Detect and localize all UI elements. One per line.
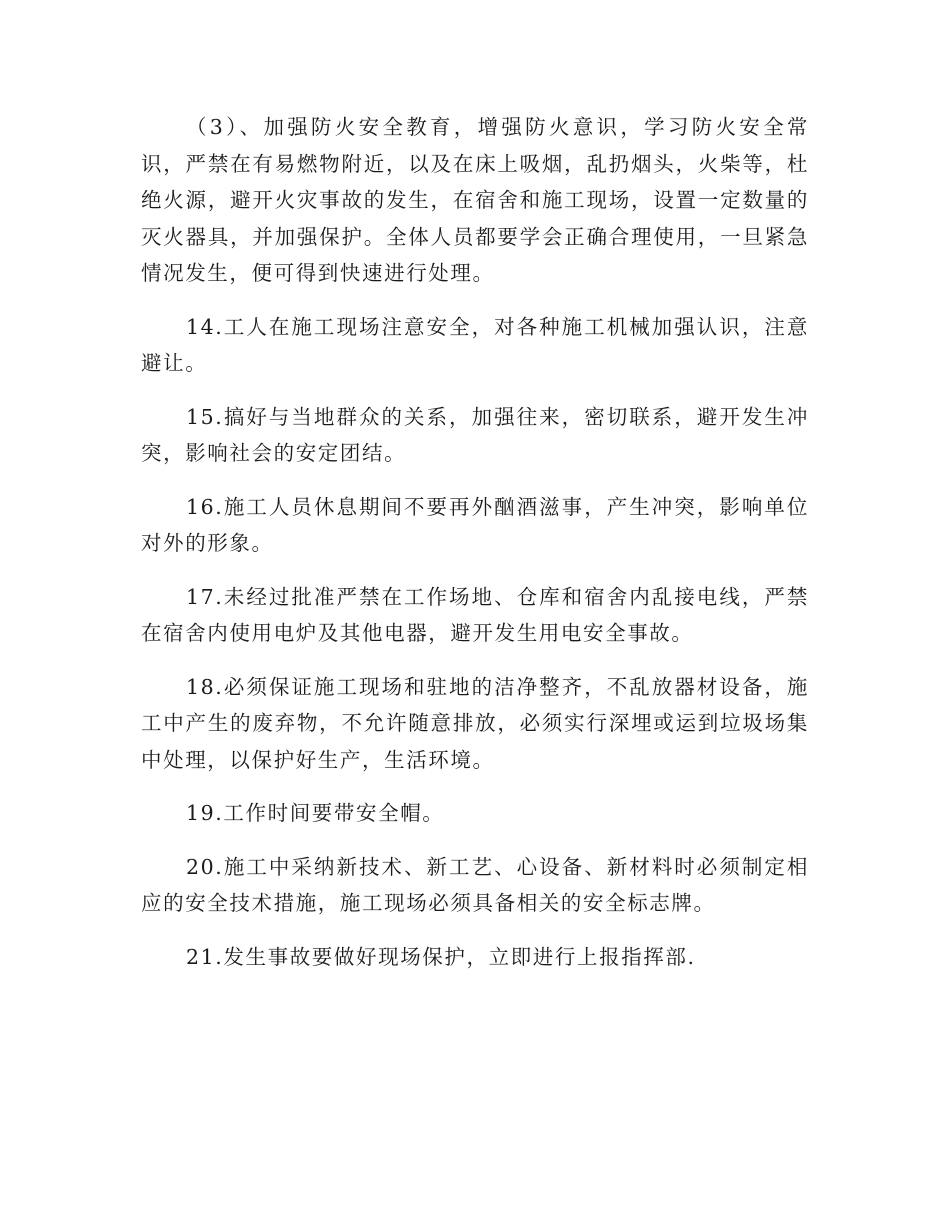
paragraph-item-15: 15.搞好与当地群众的关系，加强往来，密切联系，避开发生冲突，影响社会的安定团结。	[141, 404, 809, 465]
paragraph-item-19: 19.工作时间要带安全帽。	[186, 801, 445, 825]
paragraph-item-16: 16.施工人员休息期间不要再外酗酒滋事，产生冲突，影响单位对外的形象。	[141, 494, 809, 555]
paragraph-fire-safety: （3）、加强防火安全教育，增强防火意识，学习防火安全常识，严禁在有易燃物附近，以及在床上吸烟，乱扔烟头，火柴等，杜绝火源，避开火灾事故的发生，在宿舍和施工现场，设置一定数量的灭火器具，并加强保护。全体人员都要学会正确合理使用，一旦紧急情况发生，便可得到快速进行处理。	[141, 115, 809, 285]
paragraph-item-20: 20.施工中采纳新技术、新工艺、心设备、新材料时必须制定相应的安全技术措施，施工现场必须具备相关的安全标志牌。	[141, 854, 809, 915]
paragraph-item-21: 21.发生事故要做好现场保护，立即进行上报指挥部.	[186, 944, 696, 969]
paragraph-item-17: 17.未经过批准严禁在工作场地、仓库和宿舍内乱接电线，严禁在宿舍内使用电炉及其他电器，避开发生用电安全事故。	[141, 584, 809, 645]
paragraph-item-18: 18.必须保证施工现场和驻地的洁净整齐，不乱放器材设备，施工中产生的废弃物，不允许随意排放，必须实行深埋或运到垃圾场集中处理，以保护好生产，生活环境。	[141, 674, 809, 772]
paragraph-item-14: 14.工人在施工现场注意安全，对各种施工机械加强认识，注意避让。	[141, 314, 809, 375]
document-body	[141, 109, 809, 992]
